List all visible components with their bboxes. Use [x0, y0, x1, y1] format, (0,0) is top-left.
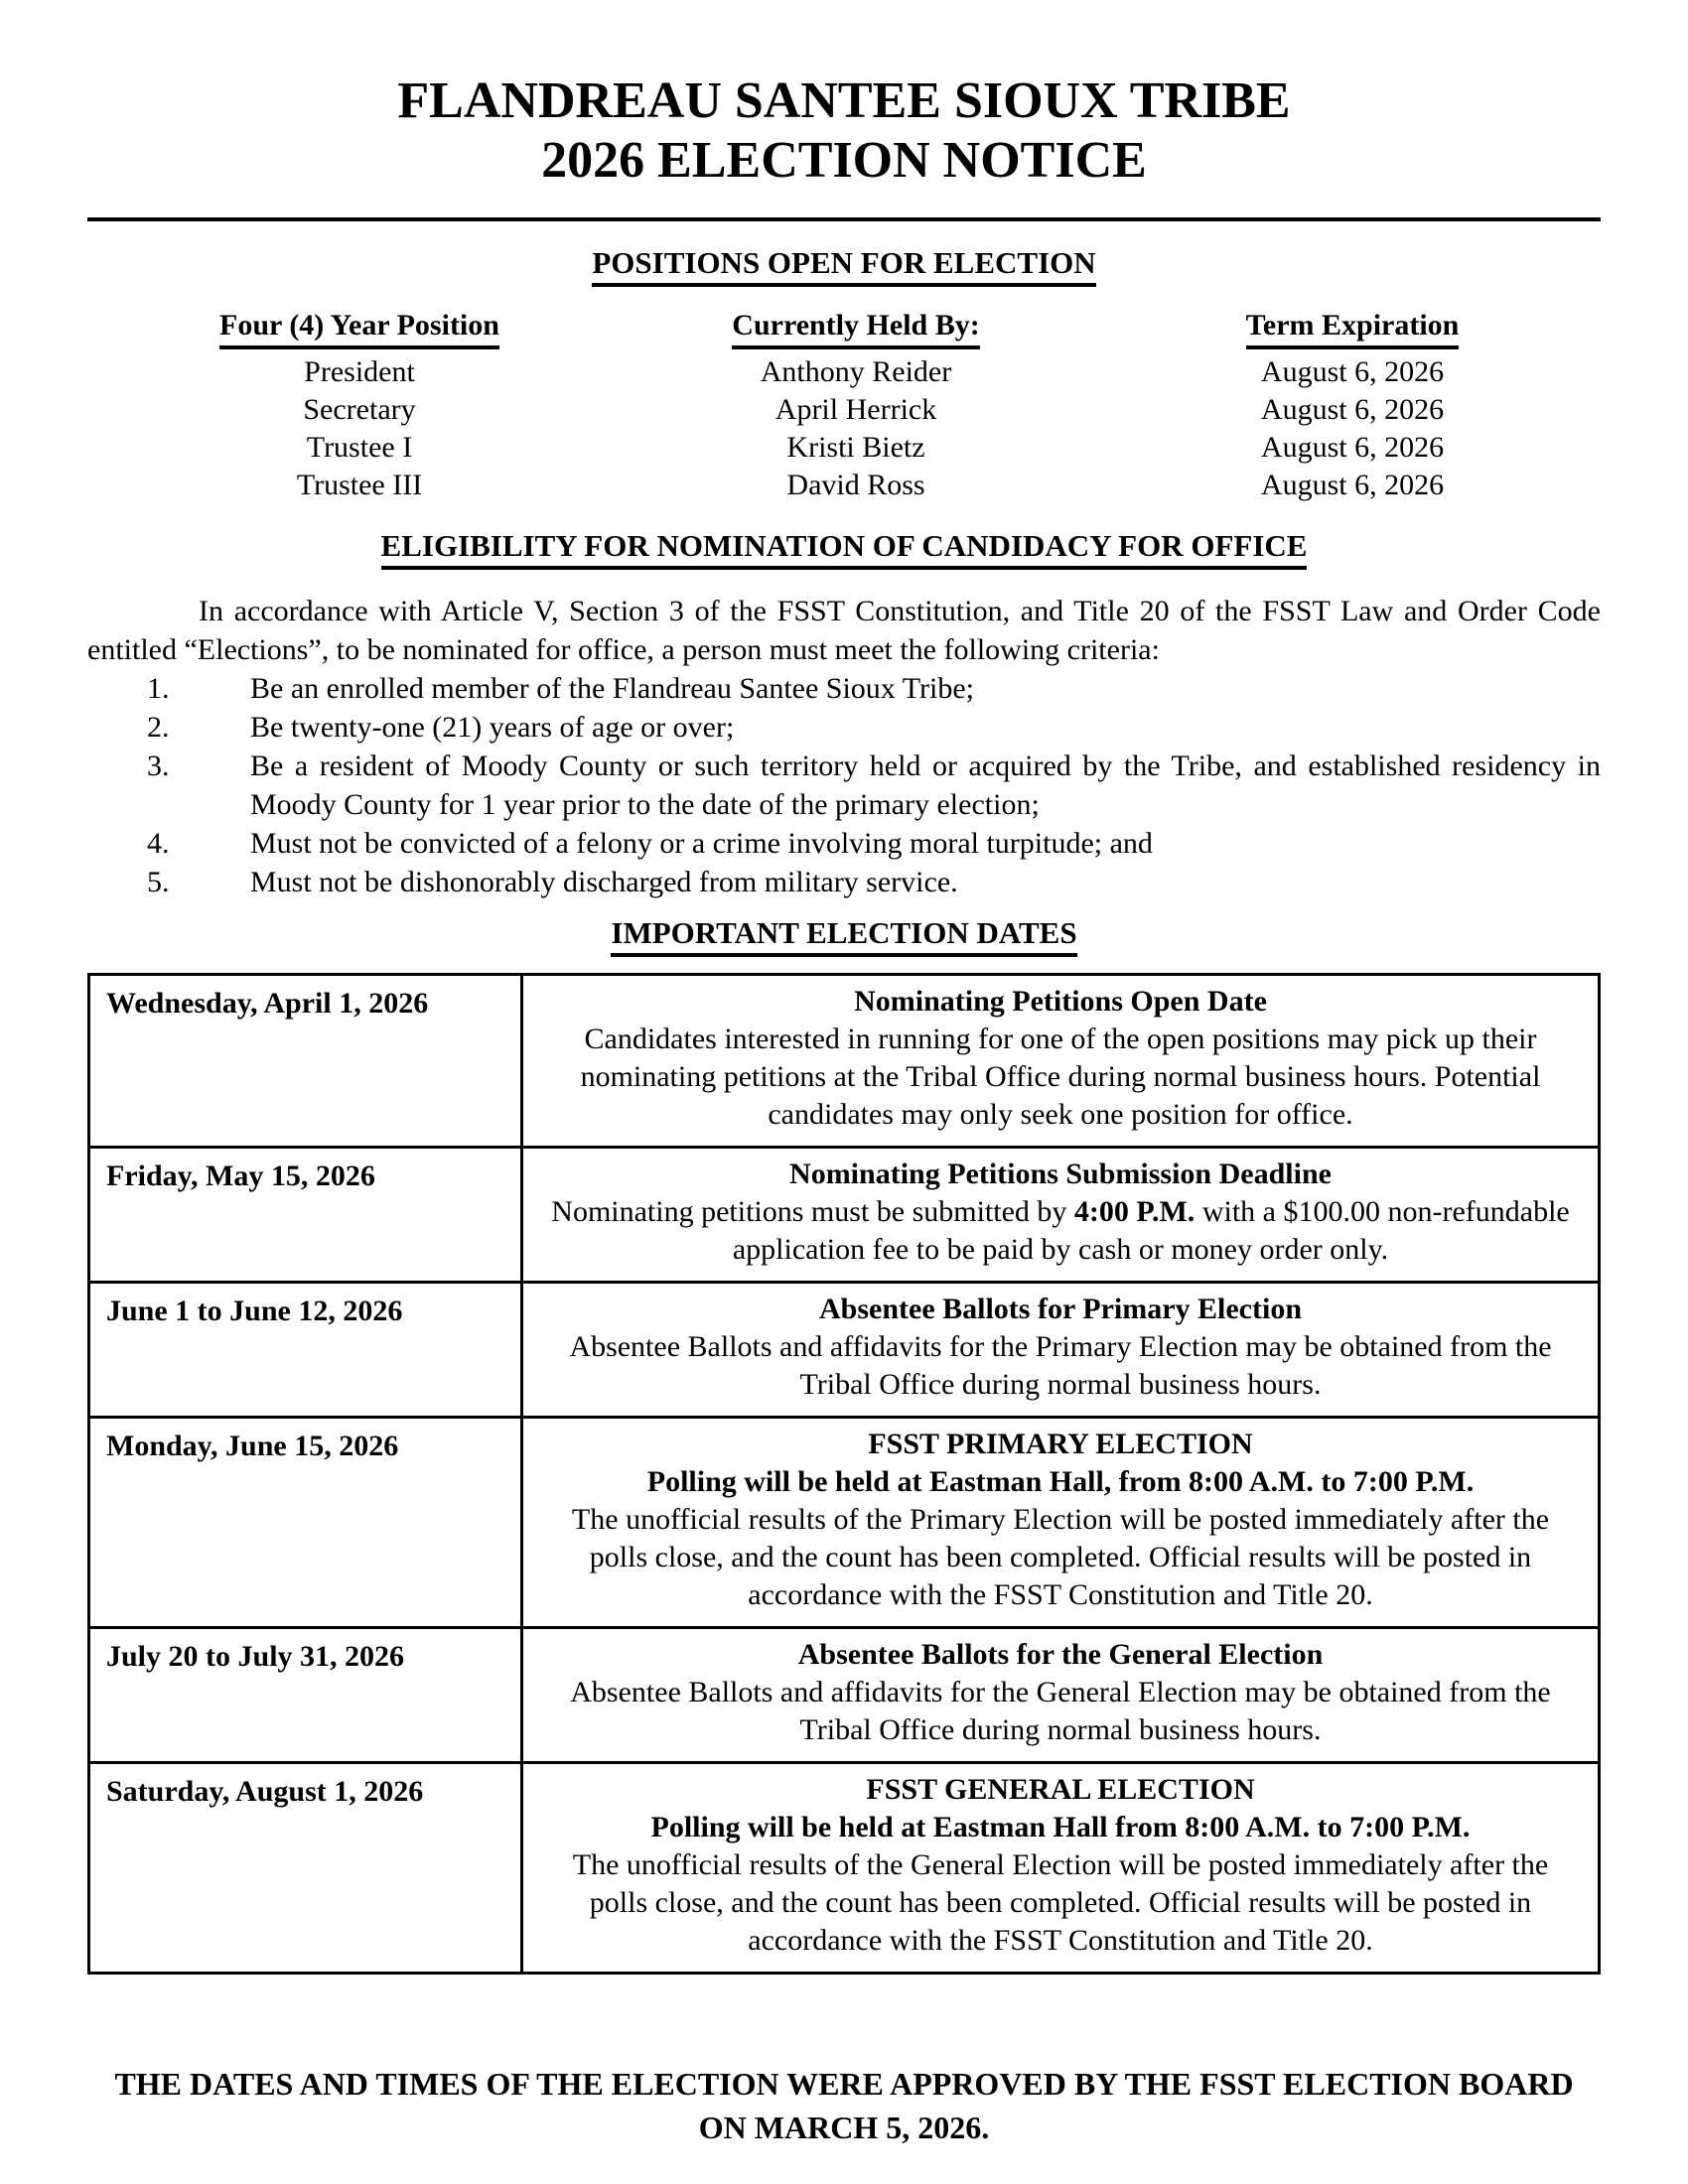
- table-row: [89, 974, 1600, 1147]
- position-holder: David Ross: [786, 468, 925, 501]
- page-title: [87, 71, 1601, 192]
- approval-statement: THE DATES AND TIMES OF THE ELECTION WERE APPROVED BY THE FSST ELECTION BOARD ON MARCH 5, 2026.: [114, 2065, 1574, 2145]
- event-date: Friday, May 15, 2026: [89, 1147, 522, 1282]
- table-row: [89, 1627, 1600, 1762]
- title-divider: [87, 217, 1601, 221]
- criterion-number: 2.: [147, 710, 170, 744]
- position-term: August 6, 2026: [1260, 354, 1445, 388]
- eligibility-heading: ELIGIBILITY FOR NOMINATION OF CANDIDACY FOR OFFICE: [87, 528, 1601, 570]
- position-term: August 6, 2026: [1260, 392, 1445, 426]
- criterion-text: Must not be dishonorably discharged from military service.: [250, 865, 958, 898]
- table-row: [89, 1147, 1600, 1282]
- criterion-text: Must not be convicted of a felony or a crime involving moral turpitude; and: [250, 826, 1153, 860]
- event-title: Nominating Petitions Open Date: [854, 984, 1267, 1018]
- criterion-number: 1.: [147, 671, 170, 705]
- event-title: Absentee Ballots for Primary Election: [818, 1292, 1303, 1325]
- dates-heading: IMPORTANT ELECTION DATES: [87, 915, 1601, 957]
- event-title: Absentee Ballots for the General Election: [797, 1637, 1324, 1671]
- criterion-text: Be a resident of Moody County or such territory held or acquired by the Tribe, and established residency in Moody County for 1 year prior to the date of the primary election;: [250, 749, 1601, 821]
- positions-col-header-term: Term Expiration: [1104, 307, 1601, 353]
- event-details: [522, 1282, 1600, 1417]
- eligibility-criteria-list: [87, 669, 1601, 901]
- event-body: Nominating petitions must be submitted by 4:00 P.M. with a $100.00 non-refundable application fee to be paid by cash or money order only.: [551, 1194, 1570, 1266]
- positions-table: [87, 307, 1601, 504]
- event-title: FSST GENERAL ELECTION: [866, 1772, 1255, 1806]
- position-name: Secretary: [303, 392, 416, 426]
- event-body: Absentee Ballots and affidavits for the General Election may be obtained from the Tribal Office during normal business hours.: [570, 1675, 1551, 1746]
- event-details: [522, 1417, 1600, 1627]
- event-details: [522, 974, 1600, 1147]
- event-subtitle: Polling will be held at Eastman Hall from 8:00 A.M. to 7:00 P.M.: [650, 1810, 1471, 1843]
- event-details: [522, 1147, 1600, 1282]
- position-holder: April Herrick: [774, 392, 937, 426]
- page-title-line1: FLANDREAU SANTEE SIOUX TRIBE: [397, 72, 1291, 129]
- criterion-item: [87, 863, 1601, 901]
- event-title: FSST PRIMARY ELECTION: [868, 1427, 1253, 1460]
- criterion-text: Be twenty-one (21) years of age or over;: [250, 710, 735, 744]
- election-dates-table: [87, 973, 1601, 1975]
- event-body: Absentee Ballots and affidavits for the Primary Election may be obtained from the Tribal Office during normal business hours.: [569, 1329, 1552, 1401]
- positions-col-header-position: Four (4) Year Position: [111, 307, 608, 353]
- criterion-item: [87, 824, 1601, 863]
- table-row: [89, 1762, 1600, 1973]
- eligibility-intro: In accordance with Article V, Section 3 of the FSST Constitution, and Title 20 of the FSST Law and Order Code entitled “Elections”, to be nominated for office, a person must meet the following criteria:: [87, 594, 1601, 666]
- event-date: July 20 to July 31, 2026: [89, 1627, 522, 1762]
- positions-heading: POSITIONS OPEN FOR ELECTION: [87, 245, 1601, 287]
- event-body: The unofficial results of the Primary Election will be posted immediately after the polls close, and the count has been completed. Official results will be posted in accordance with the FSST Constitution and Title 20.: [571, 1502, 1550, 1611]
- event-details: [522, 1762, 1600, 1973]
- position-name: Trustee III: [296, 468, 423, 501]
- table-row: [89, 1417, 1600, 1627]
- criterion-number: 4.: [147, 826, 170, 860]
- event-subtitle: Polling will be held at Eastman Hall, from 8:00 A.M. to 7:00 P.M.: [646, 1464, 1475, 1498]
- criterion-item: [87, 669, 1601, 708]
- position-name: Trustee I: [306, 430, 413, 464]
- event-body: The unofficial results of the General Election will be posted immediately after the polls close, and the count has been completed. Official results will be posted in accordance with the FSST Constitution and Title 20.: [572, 1847, 1549, 1957]
- event-body: Candidates interested in running for one of the open positions may pick up their nominating petitions at the Tribal Office during normal business hours. Potential candidates may only seek one position for office.: [580, 1022, 1541, 1131]
- event-title: Nominating Petitions Submission Deadline: [789, 1157, 1332, 1190]
- position-holder: Kristi Bietz: [786, 430, 925, 464]
- event-date: Monday, June 15, 2026: [89, 1417, 522, 1627]
- position-holder: Anthony Reider: [760, 354, 952, 388]
- table-row: [89, 1282, 1600, 1417]
- event-date: Wednesday, April 1, 2026: [89, 974, 522, 1147]
- criterion-item: [87, 747, 1601, 824]
- criterion-number: 3.: [147, 749, 170, 782]
- event-date: June 1 to June 12, 2026: [89, 1282, 522, 1417]
- positions-col-header-held-by: Currently Held By:: [608, 307, 1104, 353]
- position-term: August 6, 2026: [1260, 430, 1445, 464]
- position-name: President: [304, 354, 415, 388]
- page-title-line2: 2026 ELECTION NOTICE: [541, 132, 1147, 190]
- position-term: August 6, 2026: [1260, 468, 1445, 501]
- criterion-item: [87, 708, 1601, 747]
- criterion-text: Be an enrolled member of the Flandreau Santee Sioux Tribe;: [250, 671, 975, 705]
- event-details: [522, 1627, 1600, 1762]
- event-date: Saturday, August 1, 2026: [89, 1762, 522, 1973]
- deadline-time: 4:00 P.M.: [1073, 1194, 1196, 1228]
- criterion-number: 5.: [147, 865, 170, 898]
